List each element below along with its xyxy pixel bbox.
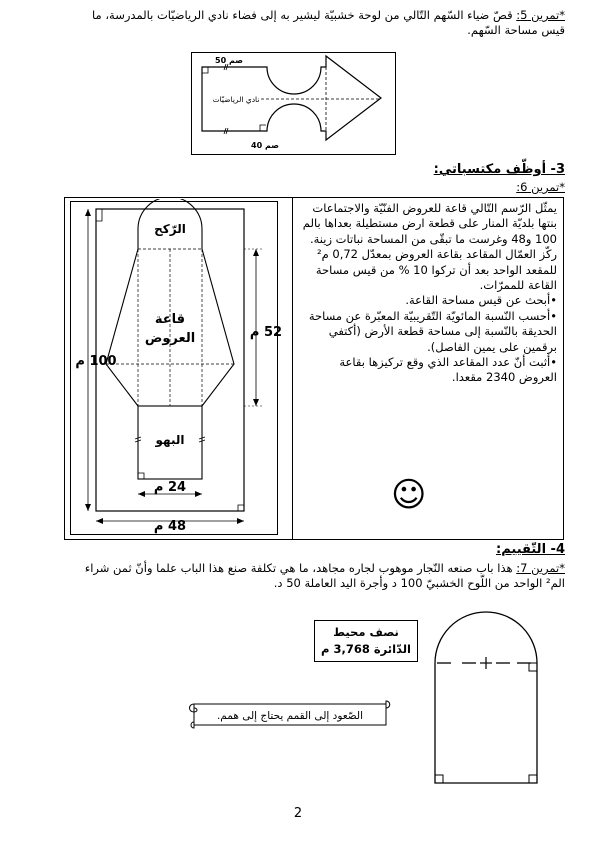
ex7-label: *تمرين 7: bbox=[516, 561, 565, 575]
stage-label: الرّكح bbox=[154, 222, 186, 236]
ex6-text-cell bbox=[299, 201, 557, 386]
door-figure bbox=[425, 608, 555, 786]
ex5-arrow-figure bbox=[191, 52, 396, 155]
note-line-2: الدّائرة 3,768 م bbox=[321, 642, 411, 656]
hall-label: العروض bbox=[144, 331, 196, 346]
ex7-line-1 bbox=[30, 561, 565, 576]
ex6-hall-figure bbox=[66, 199, 290, 538]
ex5-statement bbox=[30, 8, 565, 38]
ex5-bottom-dim: 40 صم bbox=[251, 141, 279, 150]
ex5-sign-label: نادي الرياضيّات bbox=[212, 95, 260, 104]
hall-label: قاعة bbox=[154, 312, 186, 327]
note-line-1: نصف محيط bbox=[333, 625, 399, 639]
ex6-question: •أثبت أنّ عدد المقاعد الذي وقع تركيزها بقاعة العروض 2340 مقعدا. bbox=[339, 355, 557, 385]
ex6-table-divider bbox=[292, 197, 293, 540]
ex6-question: •أحسب النّسبة المائويّة التّقريبيّة المعبّرة عن مساحة الحديقة بالنّسبة إلى مساحة قطعة الأرض (أكتفي برقمين على يمين الفاصل). bbox=[308, 308, 557, 354]
quote-text: الصّعود إلى القمم يحتاج إلى همم. bbox=[216, 710, 364, 722]
ex5-label: *تمرين 5: bbox=[516, 8, 565, 22]
semicircle-perimeter-note bbox=[314, 620, 418, 662]
dim-100-label: 100 م bbox=[75, 354, 117, 369]
ex6-question: •أبحث عن قيس مساحة القاعة. bbox=[405, 293, 557, 308]
section-3-heading: 3- أوظّف مكتسباتي: bbox=[433, 162, 565, 177]
ex5-text-1: قصّ ضياء السّهم التّالي من لوحة خشبيّة ليشير به إلى فضاء نادي الرياضيّات بالمدرسة، ما bbox=[92, 8, 513, 22]
ex7-statement bbox=[30, 561, 565, 591]
ex6-paragraph: ركّز العمّال المقاعد بقاعة العروض بمعدّل 0,72 م² للمقعد الواحد بعد أن تركوا 10 % من قيس مساحة القاعة للممرّات. bbox=[315, 247, 557, 293]
dim-52-label: 52 م bbox=[249, 325, 283, 340]
section-4-heading: 4- التّقييم: bbox=[496, 542, 565, 557]
dim-48-label: 48 م bbox=[153, 519, 187, 534]
page-number: 2 bbox=[293, 806, 303, 821]
ex5-line-1 bbox=[30, 8, 565, 23]
smiley-icon: ☺ bbox=[391, 475, 427, 515]
quote-scroll bbox=[186, 698, 392, 732]
ex6-label: *تمرين 6: bbox=[516, 180, 565, 194]
ex7-line-2: الم² الواحد من اللّوح الخشبيّ 100 د وأجرة اليد العاملة 50 د. bbox=[273, 576, 565, 590]
lobby-label: البهو bbox=[155, 433, 185, 447]
ex6-paragraph: يمثّل الرّسم التّالي قاعة للعروض الفنّيّة والاجتماعات بنتها بلديّة المنار على قطعة ارض مستطيلة بعداها بالم 100 و48 وغرست ما تبقّى من المساحة نباتات زينة. bbox=[302, 201, 557, 246]
ex5-top-dim: 50 صم bbox=[215, 56, 243, 65]
ex7-text-1: هذا باب صنعه النّجار موهوب لجاره مجاهد، ما هي تكلفة صنع هذا الباب علما وأنّ ثمن شراء bbox=[84, 561, 513, 575]
dim-24-label: 24 م bbox=[153, 480, 187, 495]
ex5-line-2: قيس مساحة السّهم. bbox=[467, 23, 565, 37]
